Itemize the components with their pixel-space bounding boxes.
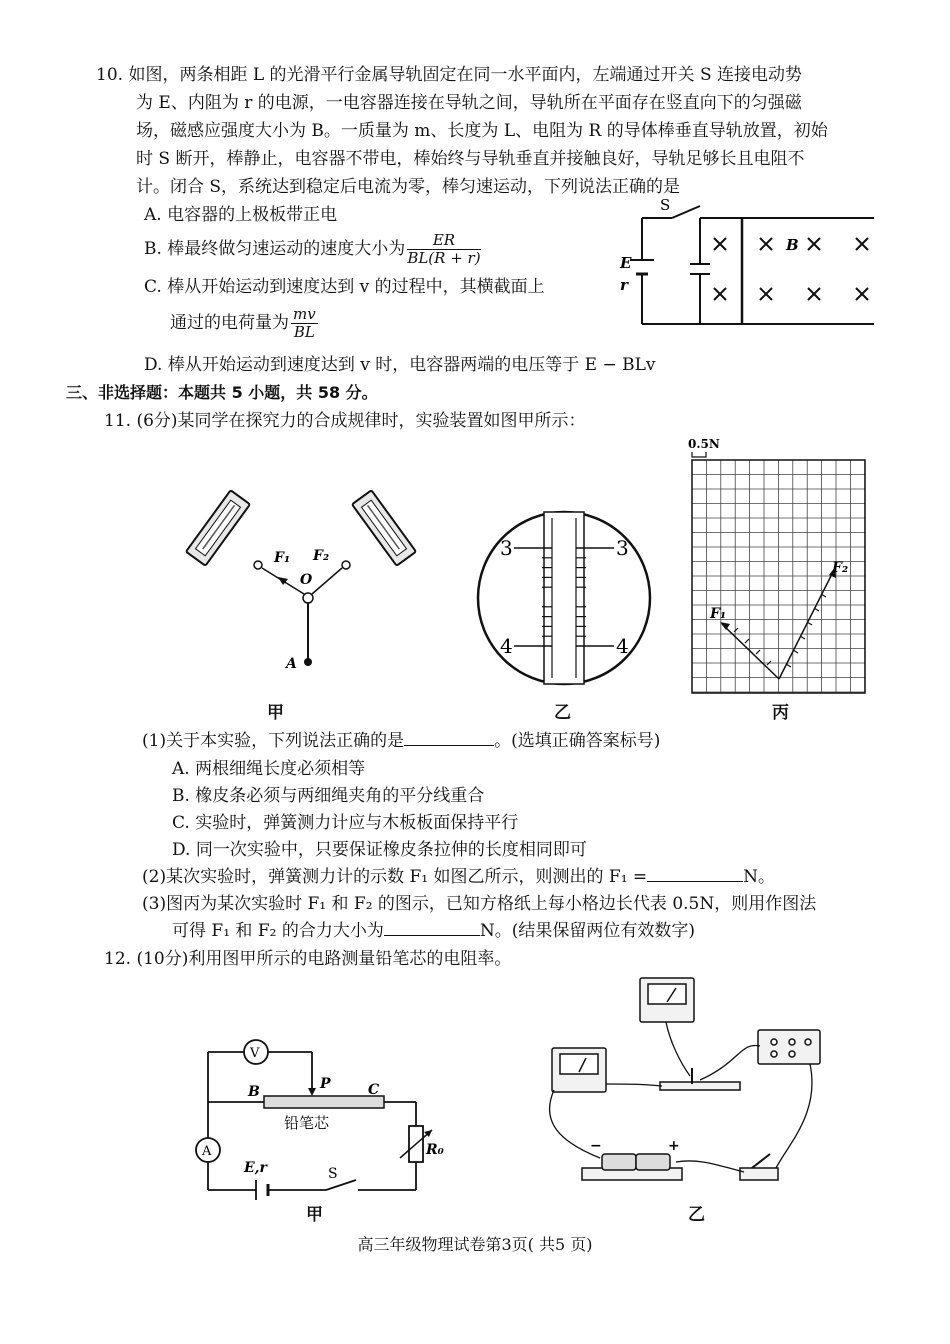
page-footer: 高三年级物理试卷第3页( 共5 页) <box>357 1235 593 1254</box>
q11-figure-jia <box>170 470 430 680</box>
q11-bing-scale-label: 0.5N <box>688 437 720 451</box>
q10-option-b: B. 棒最终做匀速运动的速度大小为 $\frac{ER}{BL(R + r)}$ <box>144 231 481 267</box>
q10-line-1: 10. 如图，两条相距 L 的光滑平行金属导轨固定在同一水平面内，左端通过开关 S 连接电动势 <box>96 65 802 85</box>
q10-line-3: 场，磁感应强度大小为 B。一质量为 m、长度为 L、电阻为 R 的导体棒垂直导轨放置，初始 <box>136 121 828 141</box>
q11-option-c: C. 实验时，弹簧测力计应与木板板面保持平行 <box>172 813 519 833</box>
q11-option-a: A. 两根细绳长度必须相等 <box>172 759 366 779</box>
q10-line-2: 为 E、内阻为 r 的电源，一电容器连接在导轨之间，导轨所在平面存在竖直向下的匀强磁 <box>136 93 802 113</box>
q12-battery-minus: − <box>590 1138 602 1154</box>
q11-part-2: (2)某次实验时，弹簧测力计的示数 F₁ 如图乙所示，则测出的 F₁ = N。 <box>142 867 776 887</box>
q12-apparatus-figure <box>540 972 840 1192</box>
q11-jia-f2-label: F₂ <box>313 548 330 564</box>
section-3-heading: 三、非选择题：本题共 5 小题，共 58 分。 <box>66 383 378 402</box>
q12-battery-plus: + <box>668 1138 680 1154</box>
voltmeter-symbol: V <box>250 1046 260 1061</box>
q11-yi-bottom-left-mark: 4 <box>500 634 513 658</box>
ammeter-symbol: A <box>202 1144 212 1159</box>
q11-option-b: B. 橡皮条必须与两细绳夹角的平分线重合 <box>172 786 485 806</box>
q11-yi-top-right-mark: 3 <box>616 536 629 560</box>
q11-figure-bing-caption: 丙 <box>772 703 789 723</box>
q10-option-a: A. 电容器的上极板带正电 <box>144 205 338 225</box>
q12-point-p-label: P <box>320 1076 331 1092</box>
q10-switch-label: S <box>660 196 671 214</box>
q11-part-3-blank[interactable] <box>384 919 480 936</box>
q10-option-c-line-1: C. 棒从开始运动到速度达到 v 的过程中，其横截面上 <box>144 277 545 297</box>
q10-line-5: 计。闭合 S，系统达到稳定后电流为零，棒匀速运动，下列说法正确的是 <box>136 177 681 197</box>
q12-pencil-lead-label: 铅笔芯 <box>284 1114 330 1132</box>
q10-field-label: B <box>786 236 799 254</box>
q11-figure-yi <box>474 508 654 688</box>
q11-figure-bing <box>686 436 872 696</box>
q11-part-2-blank[interactable] <box>647 865 743 882</box>
q11-jia-a-label: A <box>286 656 297 672</box>
q11-part-1-blank[interactable] <box>404 729 494 746</box>
q10-line-4: 时 S 断开，棒静止，电容器不带电，棒始终与导轨垂直并接触良好，导轨足够长且电阻不 <box>136 149 805 169</box>
q12-switch-label: S <box>328 1166 338 1182</box>
q11-bing-f2-label: F₂ <box>832 560 849 576</box>
q12-point-b-label: B <box>248 1084 260 1100</box>
q11-yi-top-left-mark: 3 <box>500 536 513 560</box>
q11-jia-o-label: O <box>300 572 313 588</box>
q12-stem: 12. (10分)利用图甲所示的电路测量铅笔芯的电阻率。 <box>104 949 512 969</box>
q10-rail-figure <box>612 196 882 336</box>
q11-jia-f1-label: F₁ <box>274 550 291 566</box>
q11-part-3-line-1: (3)图丙为某次实验时 F₁ 和 F₂ 的图示，已知方格纸上每小格边长代表 0.5N，则用作图法 <box>142 894 817 914</box>
q10-resistance-label: r <box>620 276 628 294</box>
q12-r0-label: R₀ <box>426 1142 444 1158</box>
q11-bing-f1-label: F₁ <box>710 606 727 622</box>
q10-option-d: D. 棒从开始运动到速度达到 v 时，电容器两端的电压等于 E − BLv <box>144 355 656 375</box>
q11-part-3-line-2: 可得 F₁ 和 F₂ 的合力大小为 N。(结果保留两位有效数字) <box>172 921 695 941</box>
q10-option-b-fraction: $\frac{ER}{BL(R + r)}$ <box>407 231 481 267</box>
q10-option-c-line-2: 通过的电荷量为 $\frac{mv}{BL}$ <box>170 305 316 341</box>
q11-figure-yi-caption: 乙 <box>554 703 571 723</box>
q12-point-c-label: C <box>368 1082 380 1098</box>
q11-part-1: (1)关于本实验，下列说法正确的是 。(选填正确答案标号) <box>142 731 661 751</box>
q11-stem: 11. (6分)某同学在探究力的合成规律时，实验装置如图甲所示： <box>104 411 586 431</box>
q11-yi-bottom-right-mark: 4 <box>616 634 629 658</box>
q11-option-d: D. 同一次实验中，只要保证橡皮条拉伸的长度相同即可 <box>172 840 587 860</box>
q10-option-c-fraction: $\frac{mv}{BL}$ <box>293 305 316 341</box>
q10-emf-label: E <box>620 254 632 272</box>
q12-figure-jia-caption: 甲 <box>306 1205 323 1225</box>
q12-circuit-diagram <box>186 1030 456 1200</box>
q11-figure-jia-caption: 甲 <box>267 703 284 723</box>
q12-source-label: E,r <box>244 1160 267 1176</box>
q12-figure-yi-caption: 乙 <box>688 1205 705 1225</box>
